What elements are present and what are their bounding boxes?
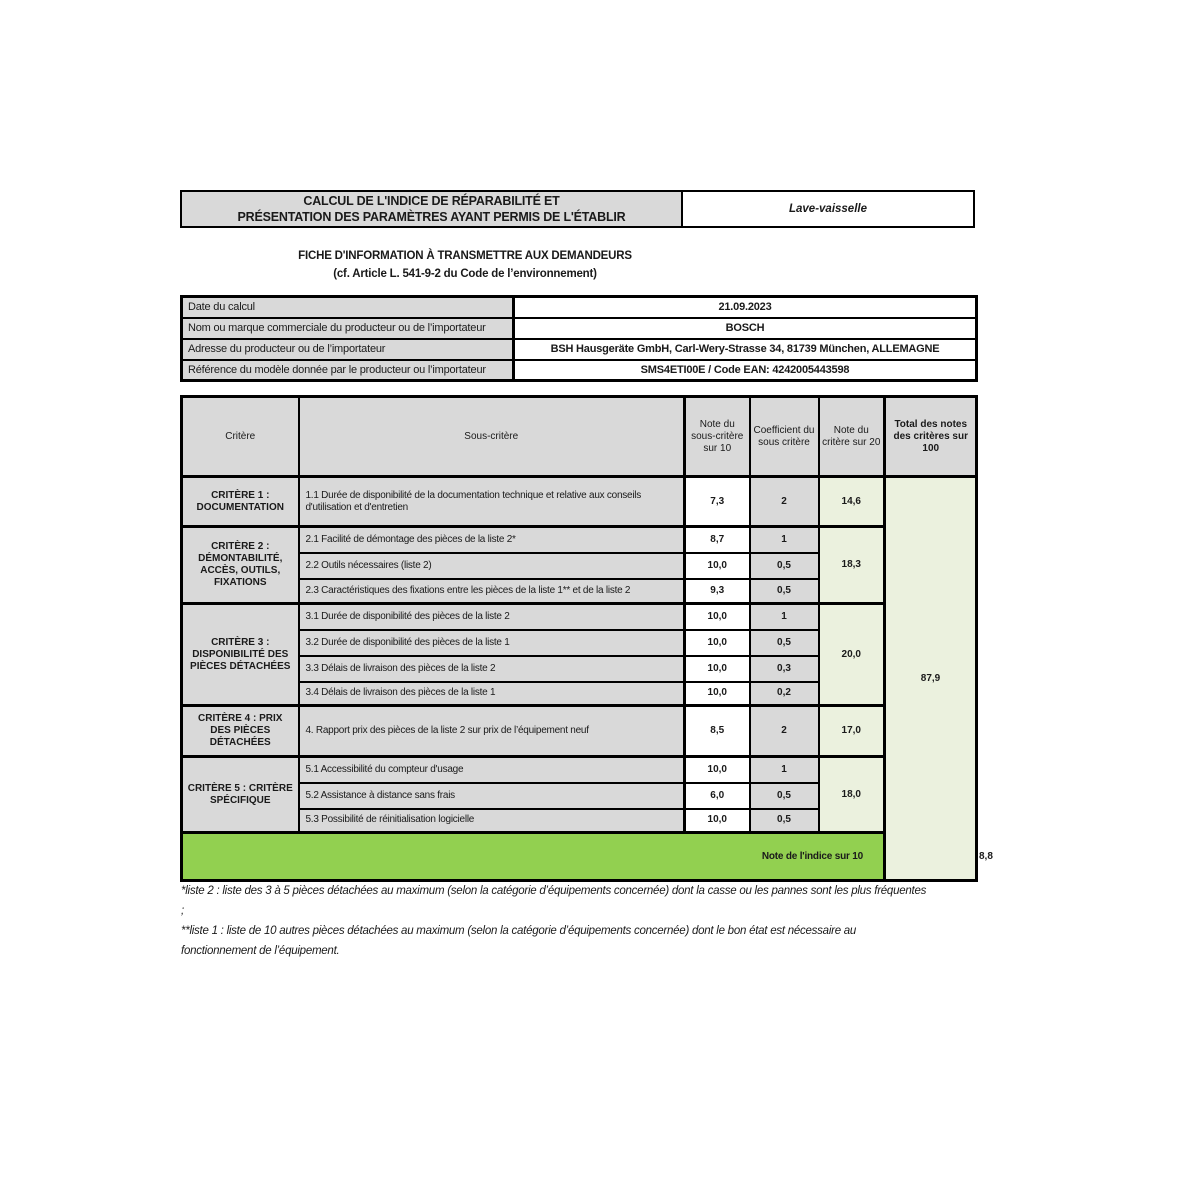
subscore-3-3: 10,0	[685, 656, 750, 682]
subscore-2-3: 9,3	[685, 579, 750, 604]
coefficient-2-3: 0,5	[750, 579, 819, 604]
info-value-address: BSH Hausgeräte GmbH, Carl-Wery-Strasse 34, 81739 München, ALLEMAGNE	[514, 339, 977, 360]
info-label-brand: Nom ou marque commerciale du producteur ou de l’importateur	[182, 318, 514, 339]
score-table	[180, 395, 993, 882]
subcriterion-3-3: 3.3 Délais de livraison des pièces de la liste 2	[299, 656, 685, 682]
subcriterion-3-1: 3.1 Durée de disponibilité des pièces de la liste 2	[299, 604, 685, 630]
subcriterion-1-1: 1.1 Durée de disponibilité de la documentation technique et relative aux conseils d'utilisation et d'entretien	[299, 477, 685, 527]
footnote-liste1: **liste 1 : liste de 10 autres pièces détachées au maximum (selon la catégorie d’équipements concernée) dont le bon état est nécessaire au fonctionnement de l’équipement.	[181, 925, 857, 957]
document-subtitle	[180, 247, 750, 283]
criterion-1-score: 14,6	[819, 477, 885, 527]
coefficient-1-1: 2	[750, 477, 819, 527]
criterion-4-label: CRITÈRE 4 : PRIX DES PIÈCES DÉTACHÉES	[182, 706, 299, 757]
manufacturer-info-table	[180, 295, 978, 382]
coefficient-5-3: 0,5	[750, 809, 819, 833]
coefficient-5-1: 1	[750, 757, 819, 783]
subscore-2-2: 10,0	[685, 553, 750, 579]
index-score-row: Note de l'indice sur 10 8,8	[182, 833, 977, 881]
table-row	[182, 477, 977, 527]
document-title-line1: CALCUL DE L'INDICE DE RÉPARABILITÉ ET	[303, 194, 560, 208]
footnote-liste2: *liste 2 : liste des 3 à 5 pièces détachées au maximum (selon la catégorie d’équipements concernée) dont la casse ou les pannes sont les plus fréquentes ;	[181, 885, 927, 917]
info-row-model	[182, 360, 977, 381]
subcriterion-3-4: 3.4 Délais de livraison des pièces de la liste 1	[299, 682, 685, 706]
document-header	[180, 190, 975, 228]
table-row	[182, 706, 977, 757]
subscore-5-2: 6,0	[685, 783, 750, 809]
table-row	[182, 527, 977, 553]
subcriterion-5-1: 5.1 Accessibilité du compteur d'usage	[299, 757, 685, 783]
info-value-date: 21.09.2023	[514, 297, 977, 318]
coefficient-2-1: 1	[750, 527, 819, 553]
coefficient-5-2: 0,5	[750, 783, 819, 809]
coefficient-4-1: 2	[750, 706, 819, 757]
criterion-5-label: CRITÈRE 5 : CRITÈRE SPÉCIFIQUE	[182, 757, 299, 833]
coefficient-3-3: 0,3	[750, 656, 819, 682]
info-label-date: Date du calcul	[182, 297, 514, 318]
info-label-model: Référence du modèle donnée par le producteur ou l’importateur	[182, 360, 514, 381]
subcriterion-3-2: 3.2 Durée de disponibilité des pièces de la liste 1	[299, 630, 685, 656]
subscore-2-1: 8,7	[685, 527, 750, 553]
criterion-4-score: 17,0	[819, 706, 885, 757]
subscore-3-1: 10,0	[685, 604, 750, 630]
col-header-criterion-score: Note du critère sur 20	[819, 397, 885, 477]
subscore-1-1: 7,3	[685, 477, 750, 527]
coefficient-3-2: 0,5	[750, 630, 819, 656]
subcriterion-5-2: 5.2 Assistance à distance sans frais	[299, 783, 685, 809]
subtitle-line1: FICHE D'INFORMATION À TRANSMETTRE AUX DEMANDEURS	[298, 250, 632, 262]
coefficient-2-2: 0,5	[750, 553, 819, 579]
col-header-criterion: Critère	[182, 397, 299, 477]
info-value-brand: BOSCH	[514, 318, 977, 339]
subcriterion-2-1: 2.1 Facilité de démontage des pièces de la liste 2*	[299, 527, 685, 553]
product-type-cell: Lave-vaisselle	[683, 192, 973, 226]
subcriterion-4-1: 4. Rapport prix des pièces de la liste 2 sur prix de l’équipement neuf	[299, 706, 685, 757]
coefficient-3-1: 1	[750, 604, 819, 630]
subcriterion-2-3: 2.3 Caractéristiques des fixations entre les pièces de la liste 1** et de la liste 2	[299, 579, 685, 604]
criterion-5-score: 18,0	[819, 757, 885, 833]
criterion-2-label: CRITÈRE 2 : DÉMONTABILITÉ, ACCÈS, OUTILS, FIXATIONS	[182, 527, 299, 604]
subscore-5-3: 10,0	[685, 809, 750, 833]
criterion-2-score: 18,3	[819, 527, 885, 604]
subcriterion-2-2: 2.2 Outils nécessaires (liste 2)	[299, 553, 685, 579]
coefficient-3-4: 0,2	[750, 682, 819, 706]
table-row	[182, 757, 977, 783]
criterion-3-label: CRITÈRE 3 : DISPONIBILITÉ DES PIÈCES DÉTACHÉES	[182, 604, 299, 706]
info-label-address: Adresse du producteur ou de l’importateur	[182, 339, 514, 360]
col-header-subscore: Note du sous-critère sur 10	[685, 397, 750, 477]
document-title-line2: PRÉSENTATION DES PARAMÈTRES AYANT PERMIS DE L'ÉTABLIR	[237, 210, 626, 224]
score-table-header-row	[182, 397, 977, 477]
info-row-date	[182, 297, 977, 318]
info-row-brand	[182, 318, 977, 339]
col-header-total: Total des notes des critères sur 100	[885, 397, 977, 477]
footnotes	[181, 881, 929, 961]
subscore-3-4: 10,0	[685, 682, 750, 706]
table-row	[182, 604, 977, 630]
subscore-5-1: 10,0	[685, 757, 750, 783]
subcriterion-5-3: 5.3 Possibilité de réinitialisation logicielle	[299, 809, 685, 833]
subscore-4-1: 8,5	[685, 706, 750, 757]
criterion-1-label: CRITÈRE 1 : DOCUMENTATION	[182, 477, 299, 527]
document-title	[182, 192, 683, 226]
col-header-subcriterion: Sous-critère	[299, 397, 685, 477]
criterion-3-score: 20,0	[819, 604, 885, 706]
col-header-coefficient: Coefficient du sous critère	[750, 397, 819, 477]
info-value-model: SMS4ETI00E / Code EAN: 4242005443598	[514, 360, 977, 381]
total-score-cell: 87,9	[885, 477, 977, 881]
index-score-label: Note de l'indice sur 10	[182, 833, 885, 881]
subtitle-line2: (cf. Article L. 541-9-2 du Code de l’environnement)	[333, 268, 597, 280]
info-row-address	[182, 339, 977, 360]
subscore-3-2: 10,0	[685, 630, 750, 656]
